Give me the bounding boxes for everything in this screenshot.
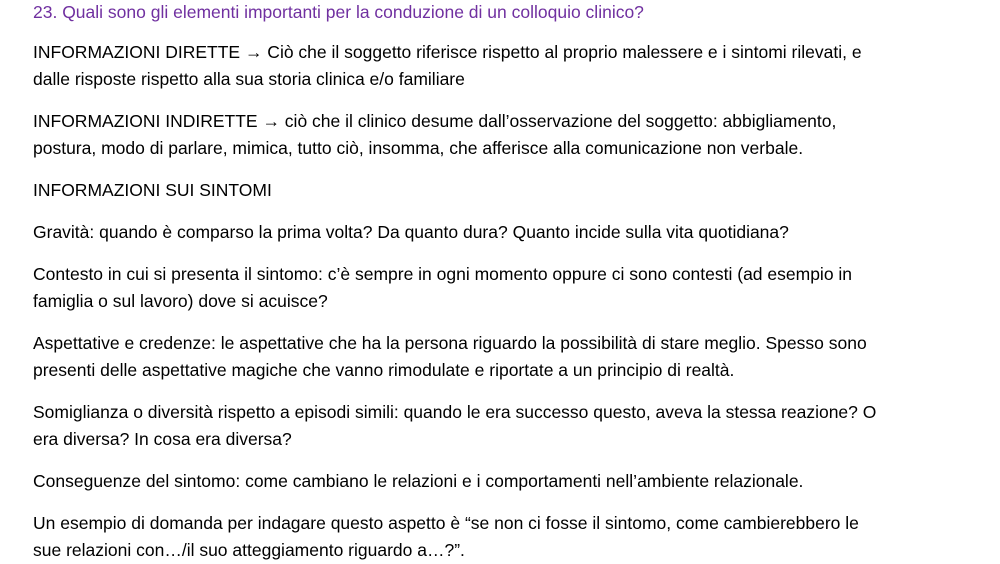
paragraph-esempio-domanda	[33, 510, 983, 564]
paragraph-line: presenti delle aspettative magiche che vanno rimodulate e riportate a un principio di realtà.	[33, 360, 735, 380]
document-page	[33, 0, 983, 564]
paragraph-conseguenze	[33, 468, 983, 495]
paragraph-line: Somiglianza o diversità rispetto a episodi simili: quando le era successo questo, aveva la stessa reazione? O	[33, 402, 877, 422]
paragraph-line: INFORMAZIONI DIRETTE → Ciò che il soggetto riferisce rispetto al proprio malessere e i sintomi rilevati, e	[33, 42, 862, 62]
paragraph-informazioni-sintomi	[33, 177, 983, 204]
paragraph-line: Aspettative e credenze: le aspettative che ha la persona riguardo la possibilità di stare meglio. Spesso sono	[33, 333, 867, 353]
paragraph-line: Gravità: quando è comparso la prima volta? Da quanto dura? Quanto incide sulla vita quotidiana?	[33, 222, 789, 242]
paragraph-gravita	[33, 219, 983, 246]
paragraph-line: Conseguenze del sintomo: come cambiano le relazioni e i comportamenti nell’ambiente relazionale.	[33, 471, 804, 491]
paragraph-informazioni-indirette	[33, 108, 983, 162]
paragraph-line: Contesto in cui si presenta il sintomo: c’è sempre in ogni momento oppure ci sono contesti (ad esempio in	[33, 264, 853, 284]
paragraph-line: era diversa? In cosa era diversa?	[33, 429, 292, 449]
question-heading: 23. Quali sono gli elementi importanti per la conduzione di un colloquio clinico?	[33, 2, 644, 22]
paragraph-line: Un esempio di domanda per indagare questo aspetto è “se non ci fosse il sintomo, come cambierebbero le	[33, 513, 859, 533]
paragraph-line: INFORMAZIONI SUI SINTOMI	[33, 180, 272, 200]
paragraph-aspettative	[33, 330, 983, 384]
paragraph-line: INFORMAZIONI INDIRETTE → ciò che il clinico desume dall’osservazione del soggetto: abbigliamento,	[33, 111, 837, 131]
paragraph-line: dalle risposte rispetto alla sua storia clinica e/o familiare	[33, 69, 465, 89]
paragraph-informazioni-dirette	[33, 39, 983, 93]
paragraph-line: postura, modo di parlare, mimica, tutto ciò, insomma, che afferisce alla comunicazione non verbale.	[33, 138, 804, 158]
paragraph-line: sue relazioni con…/il suo atteggiamento riguardo a…?”.	[33, 540, 465, 560]
paragraph-somiglianza	[33, 399, 983, 453]
paragraph-contesto	[33, 261, 983, 315]
paragraph-line: famiglia o sul lavoro) dove si acuisce?	[33, 291, 328, 311]
